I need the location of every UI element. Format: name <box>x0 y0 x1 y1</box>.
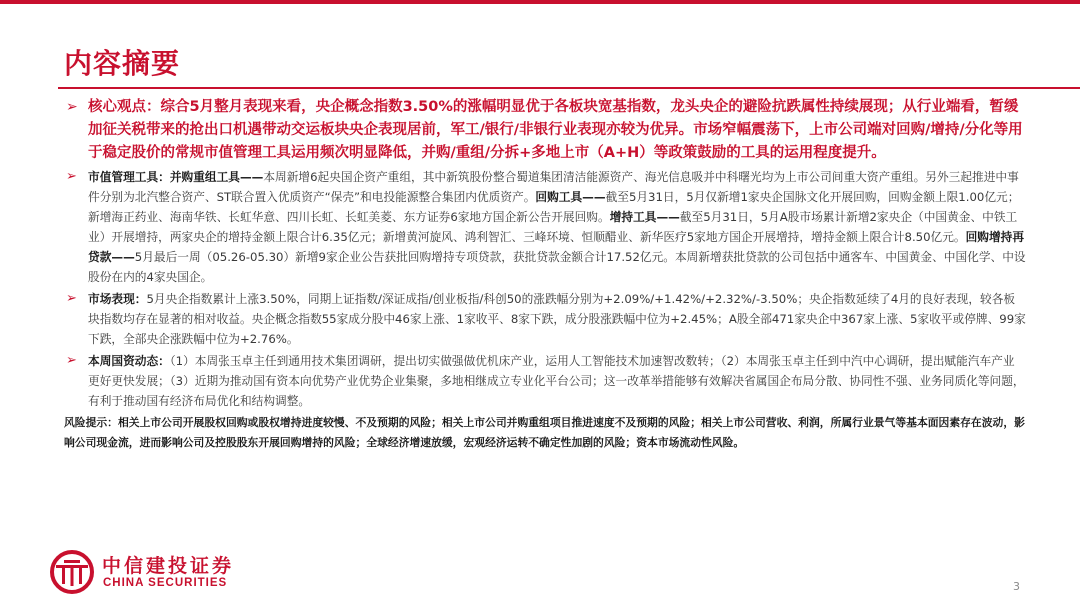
ma-tool-label: 并购重组工具—— <box>169 170 264 184</box>
ma-tool-text: 本周新增6起央国企资产重组，其中新筑股份整合蜀道集团清洁能源资产、海光信息吸并中科曙光均为上市公司间重大资产重组。另外三起推进中事件分别为北汽整合资产、ST联合置入优质资产“保壳”和电投能源整合集团内优质资产。 <box>88 170 1019 204</box>
title-divider <box>58 87 1080 89</box>
buyback-tool-text: 截至5月31日，5月仅新增1家央企国脉文化开展回购，回购金额上限1.00亿元；新增海正药业、海南华铁、长虹华意、四川长虹、长虹美菱、东方证券6家地方国企新公告开展回购。 <box>88 190 1020 224</box>
market-cap-tools-bullet <box>64 167 1026 287</box>
risk-warning: 风险提示：相关上市公司开展股权回购或股权增持进度较慢、不及预期的风险；相关上市公司并购重组项目推进速度不及预期的风险；相关上市公司营收、利润，所属行业景气等基本面因素存在波动，影响公司现金流，进而影响公司及控股股东开展回购增持的风险；全球经济增速放缓，宏观经济运转不确定性加剧的风险；资本市场流动性风险。 <box>64 416 1025 449</box>
relending-label: 回购增持再贷款—— <box>88 230 1025 264</box>
relending-text: 5月最后一周（05.26-05.30）新增9家企业公告获批回购增持专项贷款，获批贷款金额合计17.52亿元。本周新增获批贷款的公司包括中通客车、中国黄金、中国化学、中设股份在内的4家央国企。 <box>88 250 1026 284</box>
citic-logo-icon <box>50 550 94 594</box>
market-text: 5月央企指数累计上涨3.50%，同期上证指数/深证成指/创业板指/科创50的涨跌幅分别为+2.09%/+1.42%/+2.32%/-3.50%；央企指数延续了4月的良好表现，较各板块指数均存在显著的相对收益。央企概念指数55家成分股中46家上涨、1家收平、8家下跌，成分股涨跌幅中位为+2.45%；A股全部471家央企中367家上涨、5家收平或停牌、99家下跌，全部央企涨跌幅中位为+2.76%。 <box>88 292 1026 346</box>
market-performance-bullet <box>64 289 1026 349</box>
increase-tool-text: 截至5月31日，5月A股市场累计新增2家央企（中国黄金、中铁工业）开展增持，两家央企的增持金额上限合计6.35亿元；新增黄河旋风、鸿利智汇、三峰环境、恒顺醋业、新华医疗5家地方国企开展增持，增持金额上限合计8.50亿元。 <box>88 210 1018 244</box>
news-header: 本周国资动态： <box>88 354 170 368</box>
summary-content <box>64 96 1026 453</box>
market-cap-header: 市值管理工具： <box>88 170 170 184</box>
page-number: 3 <box>1013 580 1020 593</box>
news-text: （1）本周张玉卓主任到通用技术集团调研，提出切实做强做优机床产业，运用人工智能技术加速智改数转；（2）本周张玉卓主任到中汽中心调研，提出赋能汽车产业更好更快发展；（3）近期为推动国有资本向优势产业优势企业集聚，多地相继成立专业化平台公司；这一改革举措能够有效解决省属国企布局分散、协同性不强、业务同质化等问题，有利于推动国有经济布局优化和结构调整。 <box>88 354 1025 408</box>
top-accent-line <box>0 0 1080 4</box>
bullet-arrow-icon: ➢ <box>66 291 77 306</box>
increase-tool-label: 增持工具—— <box>609 210 680 224</box>
core-view-text: 核心观点：综合5月整月表现来看，央企概念指数3.50%的涨幅明显优于各板块宽基指数，龙头央企的避险抗跌属性持续展现；从行业端看，暂缓加征关税带来的抢出口机遇带动交运板块央企表现居前，军工/银行/非银行业表现亦较为优异。市场窄幅震荡下，上市公司端对回购/增持/分化等用于稳定股价的常规市值管理工具运用频次明显降低，并购/重组/分拆+多地上市（A+H）等政策鼓励的工具的运用程度提升。 <box>88 99 1023 161</box>
sasac-news-bullet <box>64 351 1026 411</box>
bullet-arrow-icon: ➢ <box>66 353 77 368</box>
bullet-arrow-icon: ➢ <box>66 99 78 115</box>
logo-name-cn: 中信建投证券 <box>102 555 235 577</box>
market-header: 市场表现： <box>88 292 147 306</box>
core-view-bullet <box>64 96 1026 165</box>
buyback-tool-label: 回购工具—— <box>535 190 606 204</box>
logo-name-en: CHINA SECURITIES <box>103 577 228 589</box>
page-title: 内容摘要 <box>64 47 181 80</box>
company-logo <box>50 550 250 596</box>
bullet-arrow-icon: ➢ <box>66 169 77 184</box>
